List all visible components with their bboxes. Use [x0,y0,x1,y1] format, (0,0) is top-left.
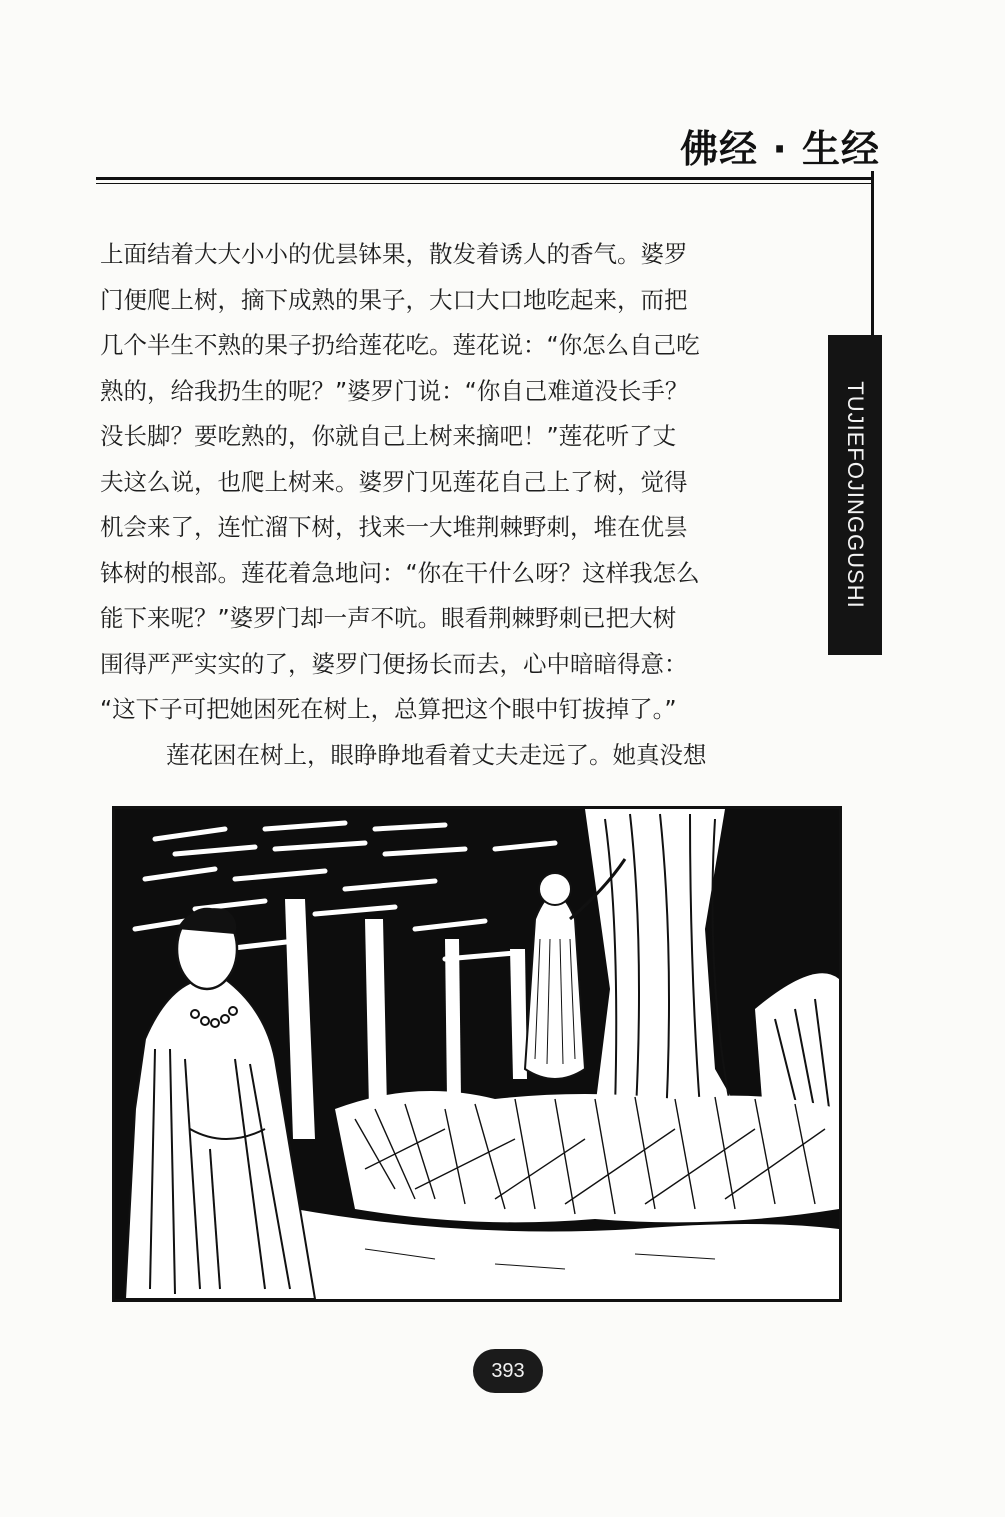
text-line: 机会来了，连忙溜下树，找来一大堆荆棘野刺，堆在优昙 [100,513,688,541]
text-line: 没长脚？要吃熟的，你就自己上树来摘吧！”莲花听了丈 [100,422,677,450]
text-line: 上面结着大大小小的优昙钵果，散发着诱人的香气。婆罗 [100,240,688,268]
side-tab-text: TUJIEFOJINGGUSHI [843,381,868,609]
text-line: 几个半生不熟的果子扔给莲花吃。莲花说：“你怎么自己吃 [100,331,700,359]
body-text [100,232,800,778]
text-line: 门便爬上树，摘下成熟的果子，大口大口地吃起来，而把 [100,285,688,314]
text-line: 夫这么说，也爬上树来。婆罗门见莲花自己上了树，觉得 [100,467,688,496]
text-line: “这下子可把她困死在树上，总算把这个眼中钉拔掉了。” [100,695,677,723]
story-illustration [112,806,842,1302]
text-line: 熟的，给我扔生的呢？”婆罗门说：“你自己难道没长手？ [100,376,689,405]
text-line: 能下来呢？”婆罗门却一声不吭。眼看荆棘野刺已把大树 [100,604,677,632]
side-tab [828,335,882,655]
page-header-title: 佛经 · 生经 [680,127,880,171]
text-line: 围得严严实实的了，婆罗门便扬长而去，心中暗暗得意： [100,649,688,678]
page-number: 393 [473,1349,543,1393]
text-line: 莲花困在树上，眼睁睁地看着丈夫走远了。她真没想 [166,740,707,769]
header-rule-vertical [871,171,874,341]
header-rule-thin [96,183,873,184]
header-rule [96,177,873,180]
text-line: 钵树的根部。莲花着急地问：“你在干什么呀？这样我怎么 [100,558,700,587]
